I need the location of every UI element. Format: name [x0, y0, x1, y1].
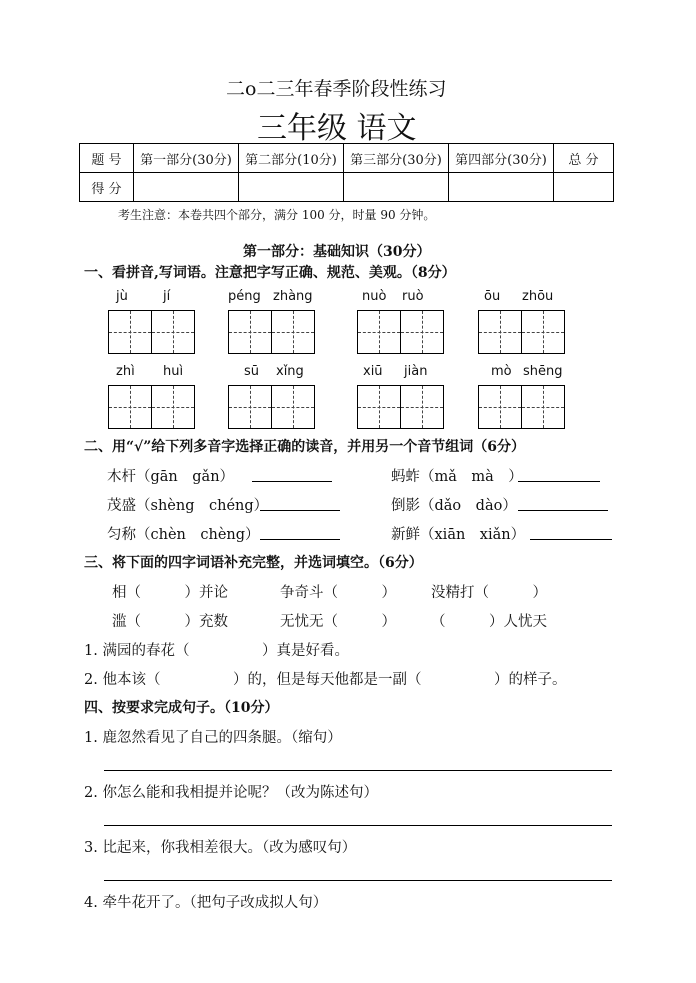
- score-input-cell[interactable]: [134, 173, 239, 202]
- sentence-task: 2. 你怎么能和我相提并论呢？（改为陈述句）: [84, 785, 378, 801]
- q2-item: 木杆（gān gǎn）: [107, 469, 235, 485]
- writing-cell[interactable]: [271, 310, 315, 354]
- q3-title: 三、将下面的四字词语补充完整，并选词填空。（6分）: [84, 555, 423, 571]
- writing-cell[interactable]: [478, 310, 522, 354]
- score-table-header-row: [80, 144, 614, 173]
- writing-cell[interactable]: [521, 385, 565, 429]
- score-input-cell[interactable]: [449, 173, 554, 202]
- score-cell: 第三部分(30分): [344, 144, 449, 173]
- score-input-cell[interactable]: [239, 173, 344, 202]
- pinyin: ōu: [484, 289, 501, 304]
- answer-line[interactable]: [252, 481, 332, 482]
- q2-item: 茂盛（shèng chéng）: [107, 498, 269, 514]
- pinyin: ruò: [402, 289, 424, 304]
- writing-cell[interactable]: [151, 310, 195, 354]
- score-input-cell[interactable]: [554, 173, 614, 202]
- idiom-item: （ ）人忧天: [431, 614, 547, 630]
- writing-cell[interactable]: [108, 310, 152, 354]
- q2-item: 匀称（chèn chèng）: [107, 527, 260, 543]
- writing-grid[interactable]: [357, 310, 444, 354]
- idiom-item: 争奇斗（ ）: [280, 585, 396, 601]
- answer-line[interactable]: [518, 481, 600, 482]
- answer-line[interactable]: [104, 880, 612, 881]
- idiom-item: 没精打（ ）: [431, 585, 547, 601]
- score-cell: 得 分: [80, 173, 134, 202]
- answer-line[interactable]: [104, 825, 612, 826]
- score-cell: 第一部分(30分): [134, 144, 239, 173]
- score-table: [79, 143, 614, 202]
- score-table-score-row: [80, 173, 614, 202]
- idiom-item: 滥（ ）充数: [112, 614, 228, 630]
- exam-title: 三年级 语文: [257, 111, 417, 146]
- pinyin: xǐng: [276, 364, 304, 379]
- pinyin: jù: [116, 289, 128, 304]
- score-cell: 第二部分(10分): [239, 144, 344, 173]
- writing-grid[interactable]: [228, 385, 315, 429]
- writing-grid[interactable]: [478, 310, 565, 354]
- pinyin: sū: [244, 364, 260, 379]
- score-cell: 总 分: [554, 144, 614, 173]
- q2-item: 新鲜（xiān xiǎn）: [391, 527, 526, 543]
- pinyin: nuò: [362, 289, 387, 304]
- pinyin: huì: [163, 364, 184, 379]
- writing-cell[interactable]: [521, 310, 565, 354]
- writing-cell[interactable]: [357, 385, 401, 429]
- writing-cell[interactable]: [108, 385, 152, 429]
- score-cell: 题 号: [80, 144, 134, 173]
- writing-cell[interactable]: [400, 310, 444, 354]
- writing-cell[interactable]: [228, 385, 272, 429]
- q2-item: 蚂蚱（mǎ mà ）: [391, 469, 523, 485]
- exam-subtitle: 二o二三年春季阶段性练习: [226, 78, 447, 100]
- writing-grid[interactable]: [228, 310, 315, 354]
- writing-cell[interactable]: [271, 385, 315, 429]
- idiom-item: 相（ ）并论: [112, 585, 228, 601]
- fill-sentence: 1. 满园的春花（ ）真是好看。: [84, 643, 349, 659]
- writing-grid[interactable]: [108, 310, 195, 354]
- writing-grid[interactable]: [108, 385, 195, 429]
- writing-cell[interactable]: [478, 385, 522, 429]
- q2-title: 二、用“√”给下列多音字选择正确的读音，并用另一个音节组词（6分）: [84, 439, 526, 455]
- pinyin: xiū: [363, 364, 383, 379]
- pinyin: zhōu: [522, 289, 554, 304]
- writing-grid[interactable]: [478, 385, 565, 429]
- idiom-item: 无忧无（ ）: [280, 614, 396, 630]
- answer-line[interactable]: [260, 539, 340, 540]
- writing-grid[interactable]: [357, 385, 444, 429]
- pinyin: mò: [491, 364, 512, 379]
- writing-cell[interactable]: [228, 310, 272, 354]
- fill-sentence: 2. 他本该（ ）的，但是每天他都是一副（ ）的样子。: [84, 672, 567, 688]
- answer-line[interactable]: [530, 539, 612, 540]
- sentence-task: 1. 鹿忽然看见了自己的四条腿。（缩句）: [84, 730, 342, 746]
- q2-item: 倒影（dǎo dào）: [391, 498, 517, 514]
- q1-title: 一、看拼音,写词语。注意把字写正确、规范、美观。（8分）: [84, 265, 456, 281]
- pinyin: péng: [228, 289, 261, 304]
- pinyin: zhì: [116, 364, 135, 379]
- answer-line[interactable]: [260, 510, 340, 511]
- answer-line[interactable]: [518, 510, 608, 511]
- score-input-cell[interactable]: [344, 173, 449, 202]
- writing-cell[interactable]: [357, 310, 401, 354]
- exam-notice: 考生注意：本卷共四个部分，满分 100 分，时量 90 分钟。: [118, 208, 436, 222]
- part1-title: 第一部分：基础知识（30分）: [243, 244, 431, 260]
- score-cell: 第四部分(30分): [449, 144, 554, 173]
- pinyin: jiàn: [404, 364, 428, 379]
- writing-cell[interactable]: [151, 385, 195, 429]
- pinyin: shēng: [523, 364, 563, 379]
- sentence-task: 4. 牵牛花开了。（把句子改成拟人句）: [84, 895, 328, 911]
- pinyin: zhàng: [273, 289, 313, 304]
- pinyin: jí: [163, 289, 171, 304]
- answer-line[interactable]: [104, 770, 612, 771]
- q4-title: 四、按要求完成句子。（10分）: [84, 700, 279, 716]
- sentence-task: 3. 比起来，你我相差很大。（改为感叹句）: [84, 840, 357, 856]
- writing-cell[interactable]: [400, 385, 444, 429]
